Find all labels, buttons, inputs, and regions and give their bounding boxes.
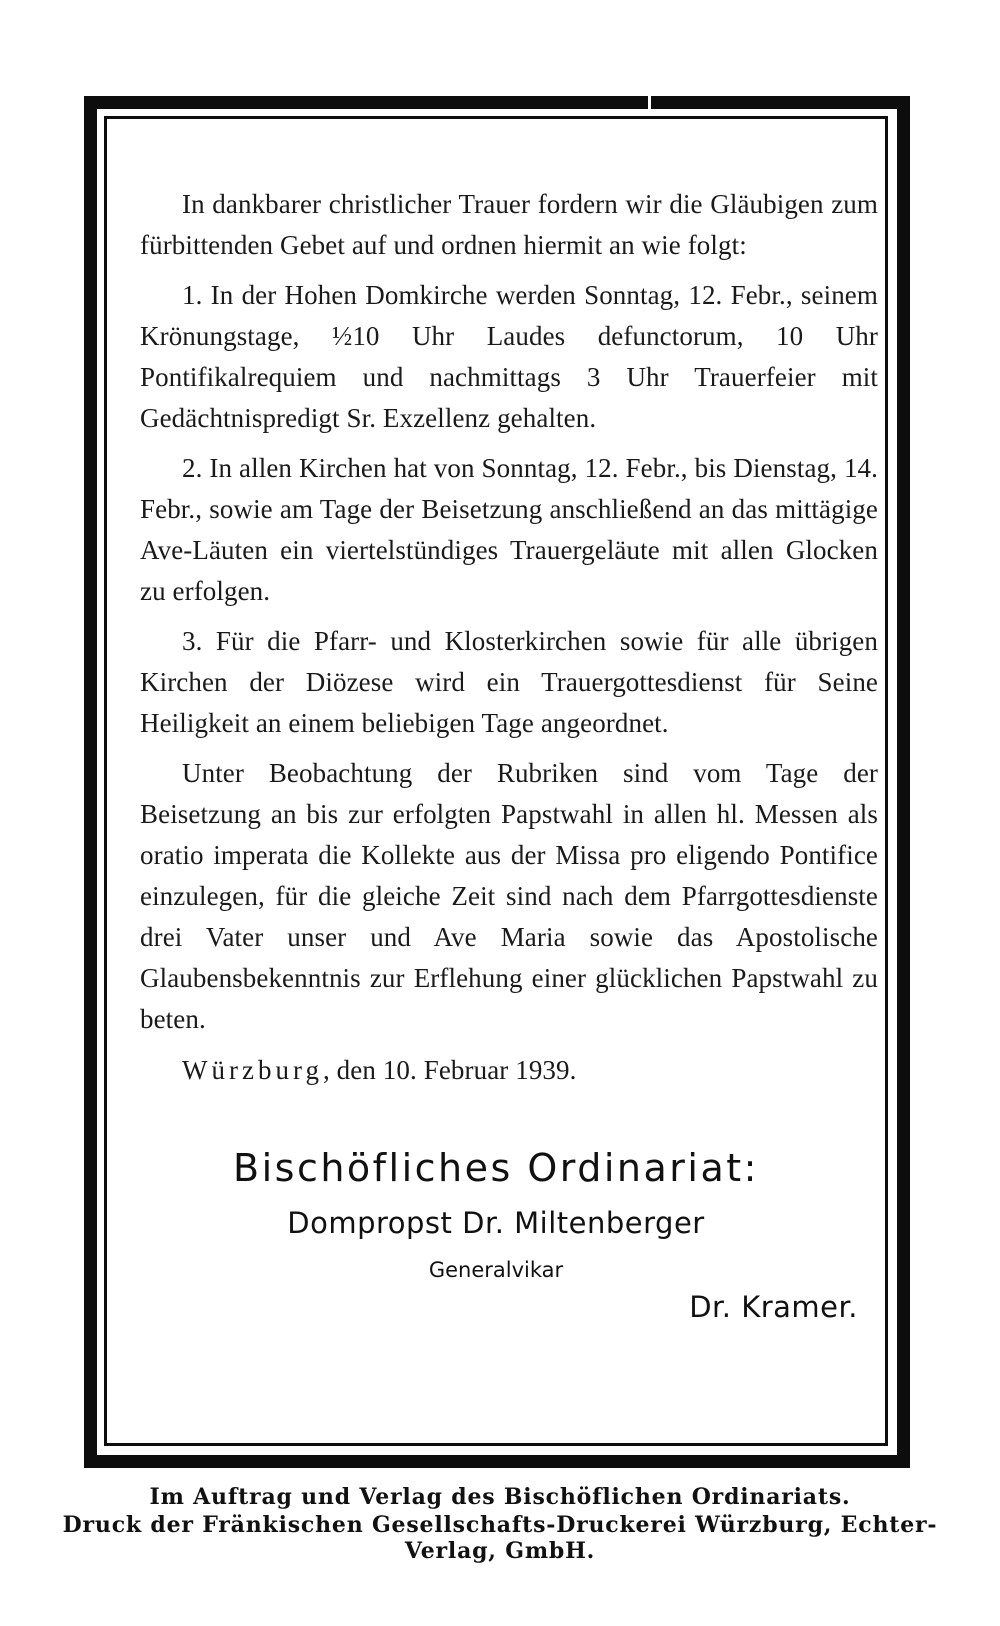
item-3-paragraph: 3. Für die Pfarr- und Klosterkirchen sowie für alle übrigen Kirchen der Diözese wird ein Trauergottesdienst für Seine Heiligkeit an einem beliebigen Tage angeordnet. [140, 626, 878, 738]
place-name: Würzburg [182, 1055, 323, 1085]
vicar-general-title: Generalvikar [428, 1258, 564, 1282]
item-2-paragraph: 2. In allen Kirchen hat von Sonntag, 12. Febr., bis Dienstag, 14. Febr., sowie am Tage der Beisetzung anschließend an das mittägige Ave-Läuten ein viertelstündiges Trauergeläute mit allen Glocken zu erfolgen. [140, 453, 878, 606]
signer-name: Dr. Kramer. [689, 1290, 858, 1324]
imprint-line-2: Druck der Fränkischen Gesellschafts-Druckerei Würzburg, Echter-Verlag, GmbH. [62, 1512, 938, 1564]
issuing-authority: Bischöfliches Ordinariat: [233, 1146, 759, 1190]
intro-paragraph: In dankbarer christlicher Trauer fordern wir die Gläubigen zum fürbittenden Gebet auf und ordnen hiermit an wie folgt: [140, 189, 878, 260]
imprint-line-1: Im Auftrag und Verlag des Bischöflichen Ordinariats. [149, 1484, 851, 1510]
provost-name: Dompropst Dr. Miltenberger [287, 1206, 705, 1240]
date-text: , den 10. Februar 1939. [322, 1055, 577, 1085]
rubrics-paragraph: Unter Beobachtung der Rubriken sind vom Tage der Beisetzung an bis zur erfolgten Papstwahl in allen hl. Messen als oratio imperata die Kollekte aus der Missa pro eligendo Pontifice einzulegen, für die gleiche Zeit sind nach dem Pfarrgottesdienste drei Vater unser und Ave Maria sowie das Apostolische Glaubensbekenntnis zur Erflehung einer glücklichen Papstwahl zu beten. [140, 758, 878, 1034]
notice-body [140, 184, 878, 1091]
border-notch [648, 96, 651, 110]
place-date-line [140, 1050, 878, 1091]
item-1-paragraph: 1. In der Hohen Domkirche werden Sonntag, 12. Febr., seinem Krönungstage, ½10 Uhr Laudes defunctorum, 10 Uhr Pontifikalrequiem und nachmittags 3 Uhr Trauerfeier mit Gedächtnispredigt Sr. Exzellenz gehalten. [140, 280, 878, 433]
